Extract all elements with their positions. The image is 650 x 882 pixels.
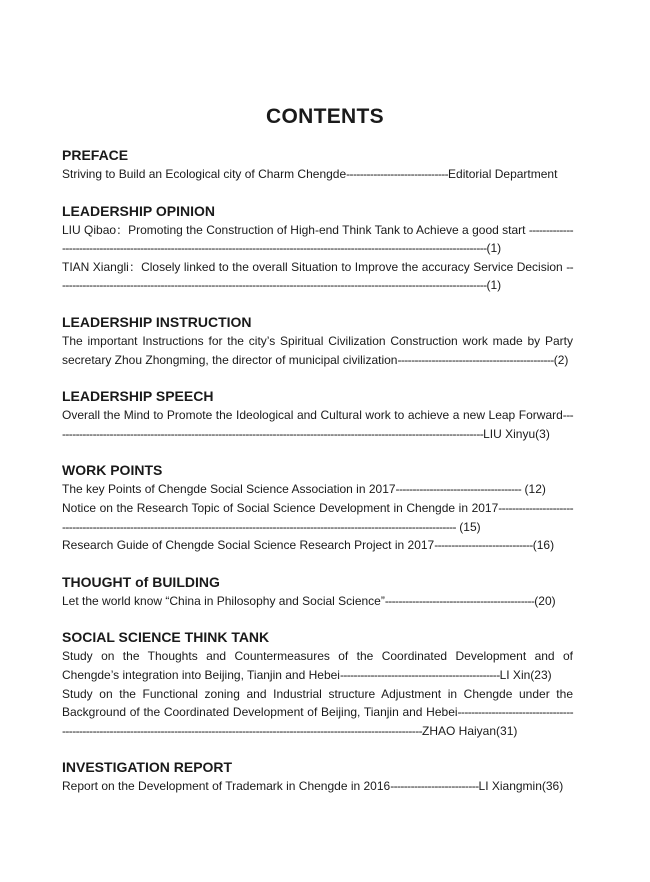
entry-title: Report on the Development of Trademark in Chengde in 2016 [62, 779, 391, 794]
entry-title: Notice on the Research Topic of Social Science Development in Chengde in 2017 [62, 500, 499, 515]
entry-author-page: (2) [553, 352, 569, 367]
entry-author-page: (20) [534, 593, 556, 608]
section-heading: WORK POINTS [62, 462, 163, 479]
toc-entry [62, 480, 573, 499]
toc-entry [62, 536, 573, 555]
section-heading: PREFACE [62, 147, 129, 163]
entry-leader-dashes: ----------------------------------------------- [339, 667, 500, 682]
toc-entry [62, 165, 573, 184]
toc-section [62, 758, 573, 796]
entry-leader-dashes: ------------------------------------------------------------------------------------------------------------------------------- [62, 408, 573, 441]
entry-title: The important Instructions for the city’s Spiritual Civilization Construction work made by Party secretary Zhou Zhongming, the director of municipal civilization [62, 333, 573, 367]
toc-entry [62, 258, 573, 295]
entry-author-page: LI Xin(23) [499, 667, 552, 682]
entry-author-page: (15) [455, 519, 481, 534]
page-title: CONTENTS [266, 105, 384, 128]
entry-author-page: (16) [532, 538, 555, 553]
entry-leader-dashes: ------------------------------ [346, 167, 449, 181]
entry-leader-dashes: ---------------------------------------------- [397, 352, 554, 367]
entry-author-page: LI Xiangmin(36) [478, 779, 564, 794]
entry-leader-dashes: -------------------------------------------------------------------------------------------------------------------------------------------- [62, 705, 573, 738]
entry-title: Let the world know “China in Philosophy and Social Science” [62, 593, 385, 608]
entry-leader-dashes: ------------------------------------------------------------------------------------------------------------------------------------------ [62, 500, 573, 534]
toc-entry [62, 592, 573, 611]
entry-leader-dashes: ------------------------------------------------------------------------------------------------------------------------------------------ [62, 222, 573, 256]
toc-entry [62, 221, 573, 258]
toc-entry [62, 647, 573, 684]
entry-author-page: ZHAO Haiyan(31) [422, 723, 518, 738]
entry-title: Study on the Thoughts and Countermeasures of the Coordinated Development and of Chengde’s integration into Beijing, Tianjin and Hebei [62, 649, 573, 682]
entry-author-page: LIU Xinyu(3) [483, 426, 550, 441]
entry-title: Overall the Mind to Promote the Ideological and Cultural work to achieve a new Leap Forward [62, 408, 563, 423]
toc-section [62, 202, 573, 295]
entry-title: Study on the Functional zoning and Industrial structure Adjustment in Chengde under the Background of the Coordinated Development of Beijing, Tianjin and Hebei [62, 686, 573, 720]
entry-title: Striving to Build an Ecological city of Charm Chengde [62, 167, 347, 181]
toc-section [62, 313, 573, 369]
entry-author-page: (12) [521, 482, 546, 497]
entry-leader-dashes: ----------------------------- [434, 538, 533, 553]
entry-leader-dashes: ------------------------------------------------------------------------------------------------------------------------------- [62, 259, 573, 293]
toc-entry [62, 685, 573, 741]
entry-title: TIAN Xiangli：Closely linked to the overall Situation to Improve the accuracy Service Decision [62, 259, 567, 274]
section-heading: LEADERSHIP OPINION [62, 202, 215, 219]
toc-section [62, 628, 573, 740]
entry-leader-dashes: ------------------------------------- [395, 482, 522, 497]
toc-entry [62, 406, 573, 443]
toc-section [62, 461, 573, 554]
toc-entry [62, 499, 573, 536]
section-heading: SOCIAL SCIENCE THINK TANK [62, 629, 270, 646]
toc-section [62, 573, 573, 611]
section-heading: INVESTIGATION REPORT [62, 759, 233, 776]
entry-author-page: (1) [486, 241, 502, 256]
entry-title: LIU Qibao：Promoting the Construction of High-end Think Tank to Achieve a good start [62, 222, 529, 237]
entry-title: Research Guide of Chengde Social Science Research Project in 2017 [62, 538, 435, 553]
entry-leader-dashes: -------------------------- [390, 779, 479, 794]
section-heading: THOUGHT of BUILDING [62, 573, 220, 590]
toc-section [62, 146, 573, 184]
toc-entry [62, 332, 573, 369]
toc-section [62, 387, 573, 443]
section-heading: LEADERSHIP SPEECH [62, 388, 214, 405]
table-of-contents [62, 146, 573, 796]
entry-author-page: (1) [486, 278, 502, 293]
entry-leader-dashes: -------------------------------------------- [384, 593, 535, 608]
entry-title: The key Points of Chengde Social Science Association in 2017 [62, 482, 396, 497]
toc-entry [62, 777, 573, 796]
section-heading: LEADERSHIP INSTRUCTION [62, 313, 252, 330]
entry-author-page: Editorial Department [448, 167, 558, 181]
